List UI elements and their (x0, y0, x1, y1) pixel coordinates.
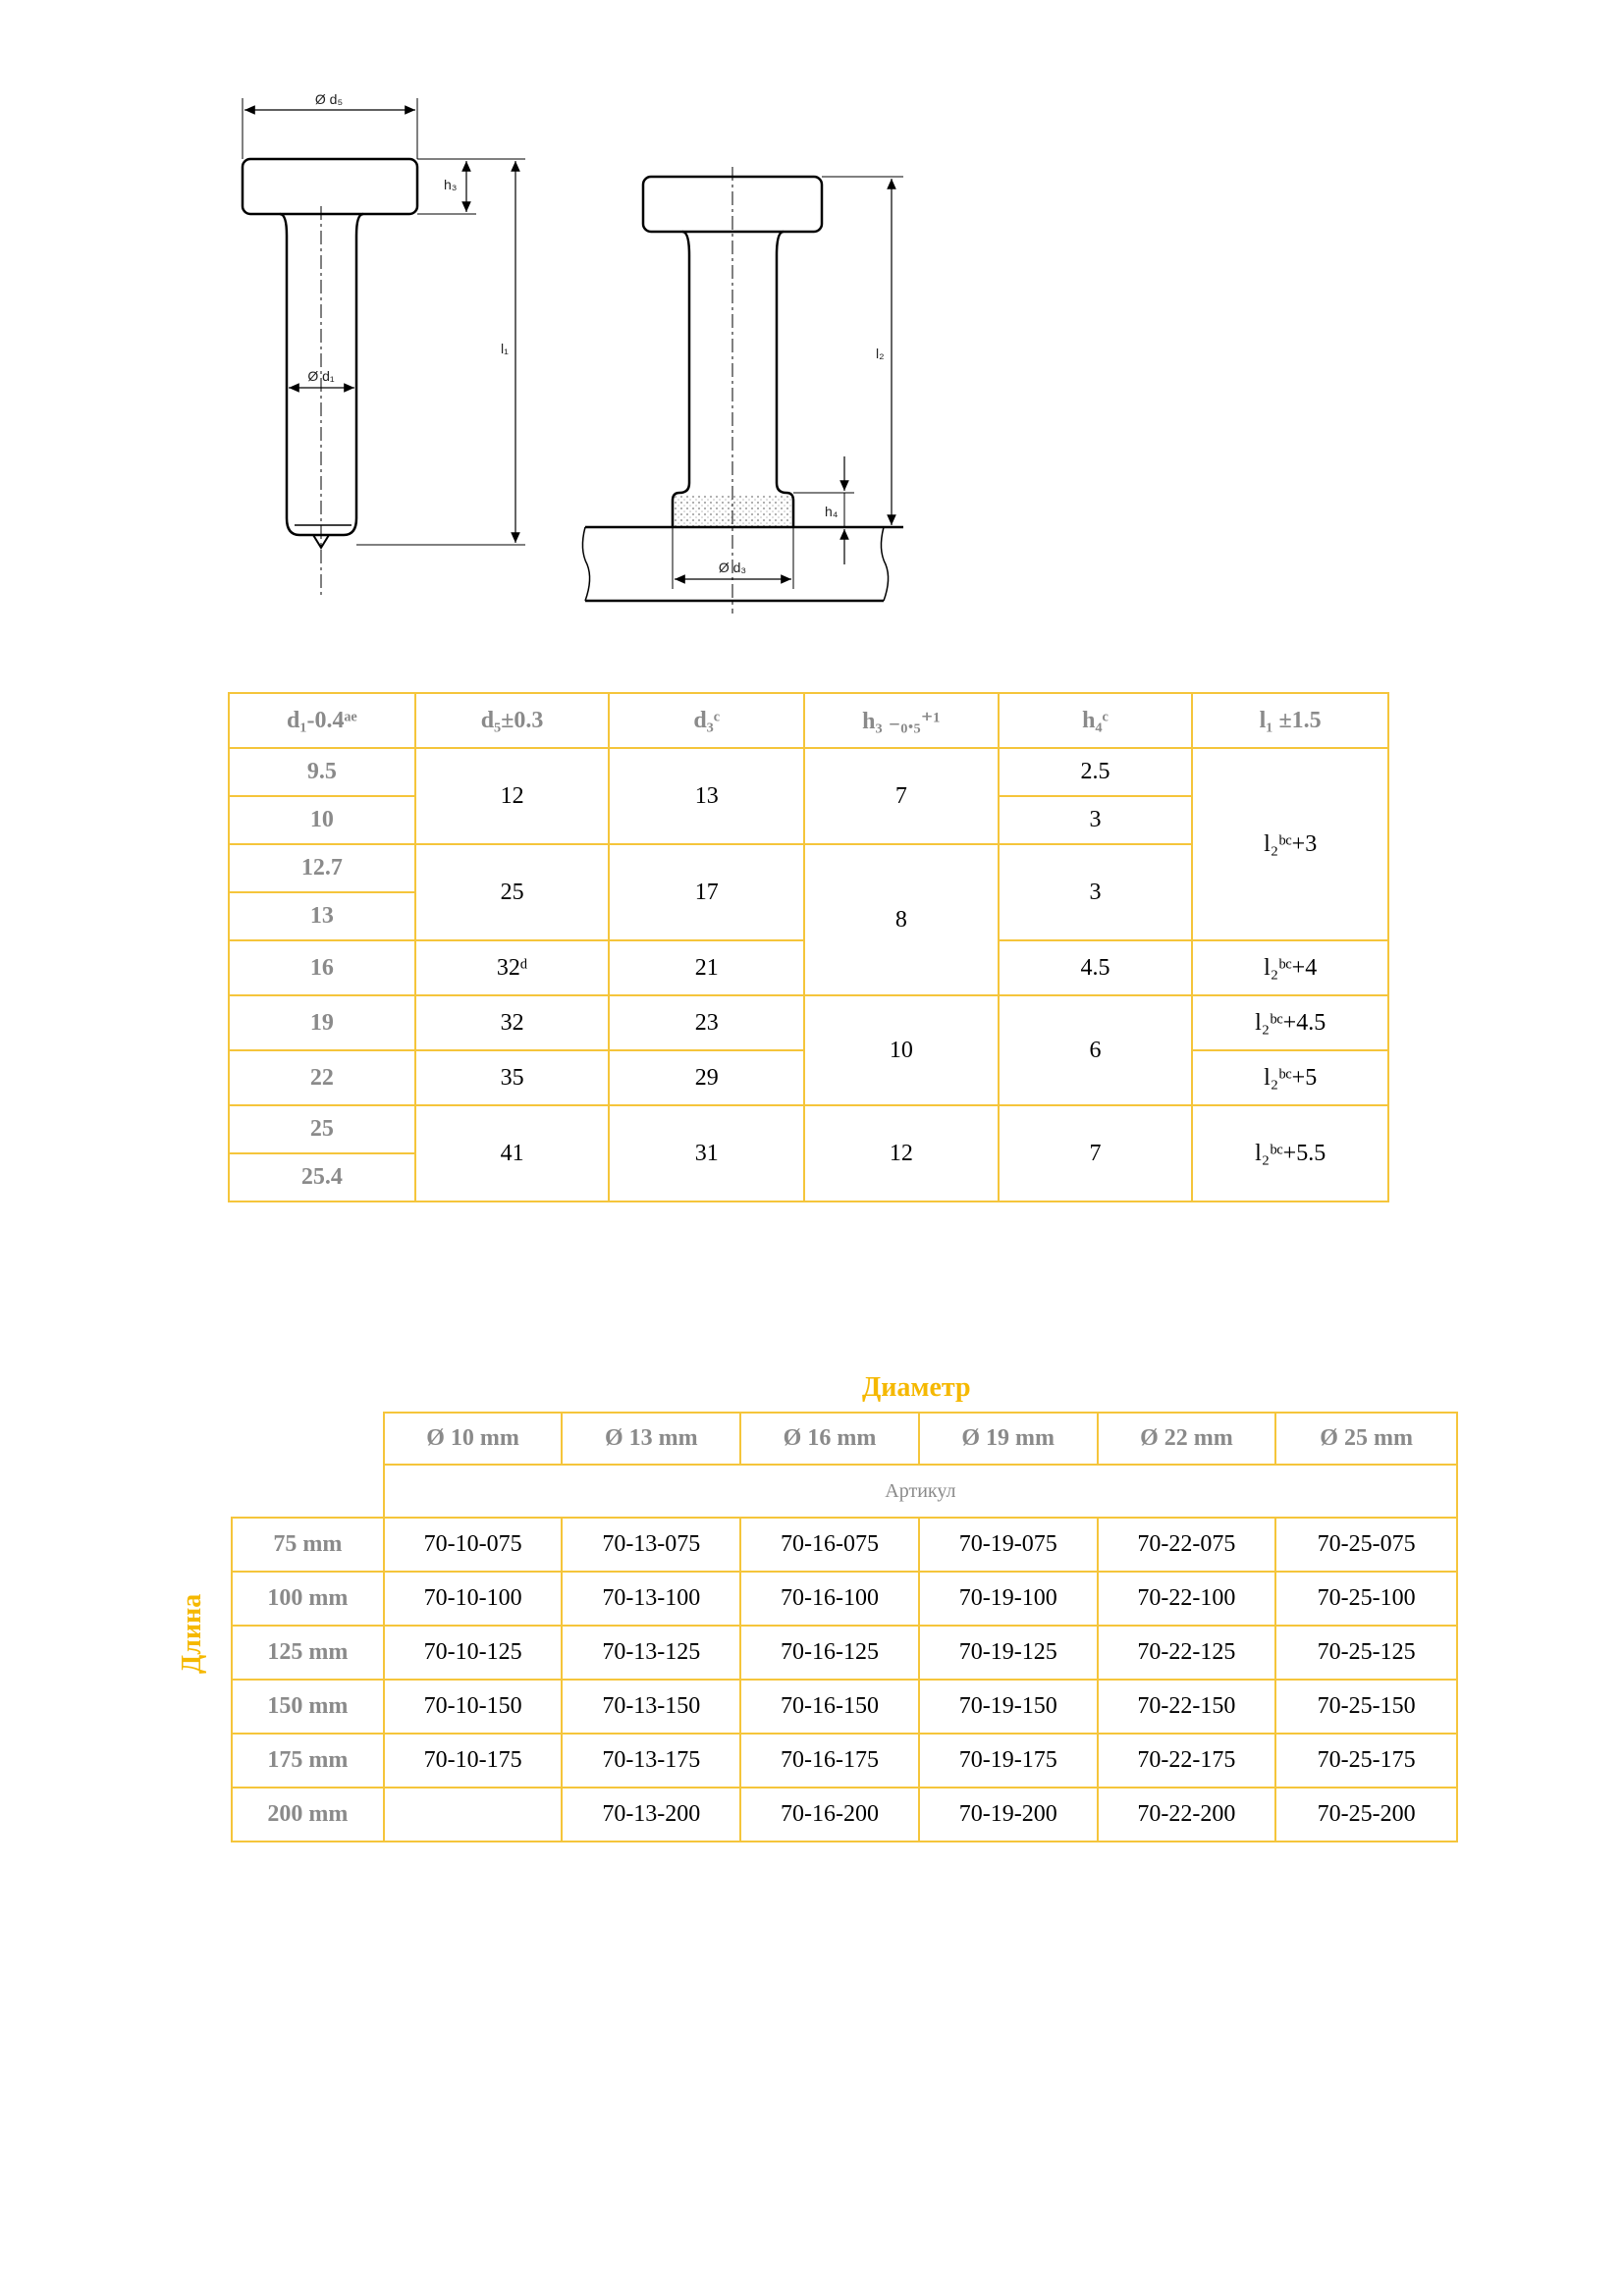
article-code: 70-16-200 (740, 1788, 919, 1842)
h4-cell: 2.5 (999, 748, 1193, 796)
article-code: 70-22-150 (1098, 1680, 1276, 1734)
h4-cell: 6 (999, 995, 1193, 1105)
d5-cell: 32ᵈ (415, 940, 610, 995)
article-code: 70-25-175 (1275, 1734, 1457, 1788)
d1-cell: 16 (229, 940, 415, 995)
article-code: 70-22-100 (1098, 1572, 1276, 1626)
article-code: 70-19-125 (919, 1626, 1098, 1680)
table-row (232, 1680, 1457, 1734)
article-code: 70-13-125 (562, 1626, 740, 1680)
article-code: 70-13-200 (562, 1788, 740, 1842)
article-code (384, 1788, 563, 1842)
article-code: 70-13-100 (562, 1572, 740, 1626)
header-d1: d₁-0.4ᵃᵉ (229, 693, 415, 748)
d3-cell: 23 (609, 995, 804, 1050)
d3-cell: 29 (609, 1050, 804, 1105)
length-cell: 75 mm (232, 1518, 384, 1572)
stud-technical-drawing (226, 88, 913, 638)
table-row (232, 1518, 1457, 1572)
article-code: 70-22-200 (1098, 1788, 1276, 1842)
header-l1: l₁ ±1.5 (1192, 693, 1388, 748)
length-title: Длина (177, 1593, 207, 1674)
article-code: 70-16-125 (740, 1626, 919, 1680)
article-code: 70-19-175 (919, 1734, 1098, 1788)
d1-cell: 25 (229, 1105, 415, 1153)
article-code: 70-13-150 (562, 1680, 740, 1734)
table-row (229, 995, 1388, 1050)
h3-cell: 12 (804, 1105, 999, 1201)
article-code: 70-25-200 (1275, 1788, 1457, 1842)
d1-cell: 19 (229, 995, 415, 1050)
diameter-header: Ø 10 mm (384, 1413, 563, 1465)
length-cell: 150 mm (232, 1680, 384, 1734)
h4-cell: 4.5 (999, 940, 1193, 995)
l1-cell: l₂ᵇᶜ+3 (1192, 748, 1388, 940)
d3-cell: 31 (609, 1105, 804, 1201)
length-cell: 100 mm (232, 1572, 384, 1626)
l1-cell: l₂ᵇᶜ+4 (1192, 940, 1388, 995)
article-subheader: Артикул (384, 1465, 1457, 1518)
header-d3: d₃ᶜ (609, 693, 804, 748)
table-row (232, 1626, 1457, 1680)
article-code: 70-25-150 (1275, 1680, 1457, 1734)
article-code: 70-10-150 (384, 1680, 563, 1734)
diameter-header-row (232, 1413, 1457, 1465)
corner-blank (232, 1413, 384, 1465)
label-l1: l₁ (501, 341, 509, 356)
article-subheader-row (232, 1465, 1457, 1518)
length-cell: 125 mm (232, 1626, 384, 1680)
d1-cell: 22 (229, 1050, 415, 1105)
article-code: 70-10-125 (384, 1626, 563, 1680)
article-code: 70-22-075 (1098, 1518, 1276, 1572)
diameter-title: Диаметр (862, 1372, 971, 1403)
article-number-table (231, 1412, 1458, 1842)
length-cell: 175 mm (232, 1734, 384, 1788)
article-code: 70-16-100 (740, 1572, 919, 1626)
d5-cell: 32 (415, 995, 610, 1050)
dimension-spec-table (228, 692, 1389, 1202)
h3-cell: 10 (804, 995, 999, 1105)
label-d3: Ø d₃ (718, 560, 747, 575)
h4-cell: 3 (999, 796, 1193, 844)
article-code: 70-16-150 (740, 1680, 919, 1734)
d1-cell: 9.5 (229, 748, 415, 796)
stud-before-welding (243, 159, 417, 548)
article-code: 70-19-150 (919, 1680, 1098, 1734)
d3-cell: 21 (609, 940, 804, 995)
header-d5: d₅±0.3 (415, 693, 610, 748)
header-h4: h₄ᶜ (999, 693, 1193, 748)
article-code: 70-19-075 (919, 1518, 1098, 1572)
label-h4: h₄ (825, 504, 839, 519)
d5-cell: 12 (415, 748, 610, 844)
d5-cell: 35 (415, 1050, 610, 1105)
h4-cell: 7 (999, 1105, 1193, 1201)
diameter-header: Ø 19 mm (919, 1413, 1098, 1465)
table-row (232, 1788, 1457, 1842)
label-h3: h₃ (444, 177, 458, 192)
header-h3: h₃ ₋₀.₅⁺¹ (804, 693, 999, 748)
article-code: 70-19-100 (919, 1572, 1098, 1626)
d1-cell: 13 (229, 892, 415, 940)
article-code: 70-10-075 (384, 1518, 563, 1572)
label-d5: Ø d₅ (314, 91, 344, 107)
diameter-header: Ø 13 mm (562, 1413, 740, 1465)
corner-blank (232, 1465, 384, 1518)
d1-cell: 25.4 (229, 1153, 415, 1201)
table-row (232, 1572, 1457, 1626)
d3-cell: 17 (609, 844, 804, 940)
article-code: 70-16-075 (740, 1518, 919, 1572)
article-code: 70-16-175 (740, 1734, 919, 1788)
article-code: 70-13-075 (562, 1518, 740, 1572)
table-row (232, 1734, 1457, 1788)
l1-cell: l₂ᵇᶜ+5.5 (1192, 1105, 1388, 1201)
article-code: 70-22-175 (1098, 1734, 1276, 1788)
length-cell: 200 mm (232, 1788, 384, 1842)
article-code: 70-10-100 (384, 1572, 563, 1626)
article-code: 70-25-075 (1275, 1518, 1457, 1572)
article-code: 70-25-100 (1275, 1572, 1457, 1626)
article-code: 70-22-125 (1098, 1626, 1276, 1680)
diameter-header: Ø 16 mm (740, 1413, 919, 1465)
article-code: 70-25-125 (1275, 1626, 1457, 1680)
diameter-header: Ø 22 mm (1098, 1413, 1276, 1465)
label-d1: Ø d₁ (307, 368, 335, 384)
diameter-header: Ø 25 mm (1275, 1413, 1457, 1465)
h4-cell: 3 (999, 844, 1193, 940)
article-code: 70-13-175 (562, 1734, 740, 1788)
table-row (229, 748, 1388, 796)
article-code: 70-10-175 (384, 1734, 563, 1788)
d1-cell: 10 (229, 796, 415, 844)
table-row (229, 1105, 1388, 1153)
d1-cell: 12.7 (229, 844, 415, 892)
h3-cell: 7 (804, 748, 999, 844)
article-code: 70-19-200 (919, 1788, 1098, 1842)
d5-cell: 41 (415, 1105, 610, 1201)
l1-cell: l₂ᵇᶜ+5 (1192, 1050, 1388, 1105)
spec-header-row (229, 693, 1388, 748)
label-l2: l₂ (876, 346, 885, 361)
d3-cell: 13 (609, 748, 804, 844)
h3-cell: 8 (804, 844, 999, 995)
d5-cell: 25 (415, 844, 610, 940)
l1-cell: l₂ᵇᶜ+4.5 (1192, 995, 1388, 1050)
